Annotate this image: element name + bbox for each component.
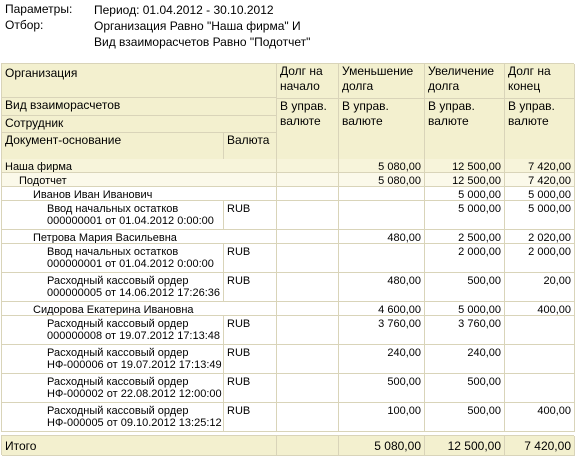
cell-increase: 500,00: [425, 374, 505, 403]
table-row[interactable]: [1, 403, 574, 432]
cell-debt-start: [277, 201, 339, 230]
cell-debt-end: [505, 345, 575, 374]
cell-increase: 2 500,00: [425, 230, 505, 244]
table-row[interactable]: [1, 159, 574, 173]
cell-increase: 500,00: [425, 273, 505, 302]
cell-decrease: [339, 187, 425, 201]
header-start-title: Долг на начало: [277, 64, 338, 99]
document-number: НФ-000005 от 09.10.2012 13:25:12: [47, 417, 222, 429]
cell-debt-end: [505, 316, 575, 345]
cell-debt-start: [277, 230, 339, 244]
table-row[interactable]: [1, 316, 574, 345]
row-document: [2, 273, 224, 302]
cell-increase: 2 000,00: [425, 244, 505, 273]
cell-debt-start: [277, 374, 339, 403]
cell-increase: 240,00: [425, 345, 505, 374]
total-decrease: 5 080,00: [339, 436, 425, 456]
cell-increase: 12 500,00: [425, 159, 505, 173]
cell-decrease: 500,00: [339, 374, 425, 403]
cell-decrease: 480,00: [339, 273, 425, 302]
row-currency: RUB: [224, 345, 277, 374]
document-type: Расходный кассовый ордер: [47, 318, 189, 330]
row-currency: RUB: [224, 273, 277, 302]
cell-increase: 5 000,00: [425, 201, 505, 230]
document-number: 000000001 от 01.04.2012 0:00:00: [47, 258, 214, 270]
total-debt-end: 7 420,00: [505, 436, 575, 456]
document-type: Расходный кассовый ордер: [47, 347, 189, 359]
header-decrease: [339, 64, 425, 160]
filter-label: Отбор:: [5, 18, 44, 32]
header-employee: Сотрудник: [2, 115, 276, 132]
table-row[interactable]: [1, 201, 574, 230]
header-increase: [425, 64, 505, 160]
cell-debt-start: [277, 316, 339, 345]
header-org: Организация: [5, 66, 78, 80]
cell-debt-end: 5 000,00: [505, 187, 575, 201]
cell-debt-end: 7 420,00: [505, 159, 575, 173]
cell-debt-start: [277, 302, 339, 316]
cell-increase: 3 760,00: [425, 316, 505, 345]
table-row[interactable]: [1, 273, 574, 302]
total-debt-start: [277, 436, 339, 456]
row-document: [2, 316, 224, 345]
row-currency: RUB: [224, 201, 277, 230]
report-parameters: [0, 0, 575, 62]
cell-decrease: [339, 201, 425, 230]
row-document: [2, 345, 224, 374]
cell-debt-end: 2 020,00: [505, 230, 575, 244]
table-row[interactable]: [1, 345, 574, 374]
table-row[interactable]: [1, 302, 574, 316]
row-employee: Сидорова Екатерина Ивановна: [2, 302, 277, 316]
cell-increase: 12 500,00: [425, 173, 505, 187]
header-start-sub: В управ. валюте: [280, 99, 327, 128]
row-employee: Петрова Мария Васильевна: [2, 230, 277, 244]
period-text: Период: 01.04.2012 - 30.10.2012: [94, 3, 274, 17]
cell-decrease: 4 600,00: [339, 302, 425, 316]
table-row[interactable]: [1, 374, 574, 403]
row-document: [2, 201, 224, 230]
row-organization: Наша фирма: [2, 159, 277, 173]
header-end: [505, 64, 575, 160]
table-row[interactable]: [1, 187, 574, 201]
table-row[interactable]: [1, 173, 574, 187]
cell-debt-end: 2 000,00: [505, 244, 575, 273]
document-number: 000000001 от 01.04.2012 0:00:00: [47, 215, 214, 227]
header-currency: Валюта: [224, 132, 276, 160]
row-currency: RUB: [224, 403, 277, 432]
table-header: [1, 63, 574, 159]
cell-decrease: 480,00: [339, 230, 425, 244]
row-currency: RUB: [224, 244, 277, 273]
document-type: Расходный кассовый ордер: [47, 376, 189, 388]
filter-line-2: Вид взаиморасчетов Равно "Подотчет": [94, 35, 311, 49]
row-kind: Подотчет: [2, 173, 277, 187]
total-label: Итого: [2, 436, 277, 456]
total-increase: 12 500,00: [425, 436, 505, 456]
header-doc: Документ-основание: [2, 132, 224, 160]
cell-increase: 500,00: [425, 403, 505, 432]
cell-decrease: 240,00: [339, 345, 425, 374]
cell-debt-start: [277, 173, 339, 187]
header-increase-sub: В управ. валюте: [428, 99, 475, 128]
cell-debt-end: 400,00: [505, 302, 575, 316]
document-number: НФ-000002 от 22.08.2012 12:00:00: [47, 388, 222, 400]
cell-decrease: 3 760,00: [339, 316, 425, 345]
filter-line-1: Организация Равно "Наша фирма" И: [94, 19, 301, 33]
cell-debt-end: [505, 374, 575, 403]
cell-decrease: 5 080,00: [339, 159, 425, 173]
header-increase-title: Увеличение долга: [425, 64, 504, 99]
row-currency: RUB: [224, 316, 277, 345]
cell-debt-end: 5 000,00: [505, 201, 575, 230]
header-decrease-sub: В управ. валюте: [342, 99, 389, 128]
header-start: [277, 64, 339, 160]
header-end-sub: В управ. валюте: [508, 99, 555, 128]
row-document: [2, 403, 224, 432]
table-row[interactable]: [1, 230, 574, 244]
document-type: Расходный кассовый ордер: [47, 275, 189, 287]
document-type: Расходный кассовый ордер: [47, 405, 189, 417]
cell-debt-start: [277, 403, 339, 432]
cell-debt-start: [277, 273, 339, 302]
header-end-title: Долг на конец: [505, 64, 574, 99]
cell-debt-end: 7 420,00: [505, 173, 575, 187]
header-group: [2, 64, 277, 160]
header-kind: Вид взаиморасчетов: [2, 97, 276, 114]
document-type: Ввод начальных остатков: [47, 246, 179, 258]
cell-debt-end: 20,00: [505, 273, 575, 302]
cell-debt-start: [277, 244, 339, 273]
row-document: [2, 244, 224, 273]
document-number: НФ-000006 от 19.07.2012 17:13:49: [47, 359, 222, 371]
cell-decrease: 5 080,00: [339, 173, 425, 187]
cell-decrease: 100,00: [339, 403, 425, 432]
cell-increase: 5 000,00: [425, 302, 505, 316]
document-number: 000000005 от 14.06.2012 17:26:36: [47, 287, 221, 299]
document-number: 000000008 от 19.07.2012 17:13:48: [47, 330, 221, 342]
cell-debt-end: 400,00: [505, 403, 575, 432]
cell-decrease: [339, 244, 425, 273]
row-document: [2, 374, 224, 403]
cell-debt-start: [277, 187, 339, 201]
document-type: Ввод начальных остатков: [47, 203, 179, 215]
cell-debt-start: [277, 345, 339, 374]
header-decrease-title: Уменьшение долга: [339, 64, 424, 99]
row-employee: Иванов Иван Иванович: [2, 187, 277, 201]
cell-increase: 5 000,00: [425, 187, 505, 201]
total-row: [1, 435, 574, 455]
row-currency: RUB: [224, 374, 277, 403]
cell-debt-start: [277, 159, 339, 173]
params-label: Параметры:: [5, 2, 73, 16]
table-row[interactable]: [1, 244, 574, 273]
